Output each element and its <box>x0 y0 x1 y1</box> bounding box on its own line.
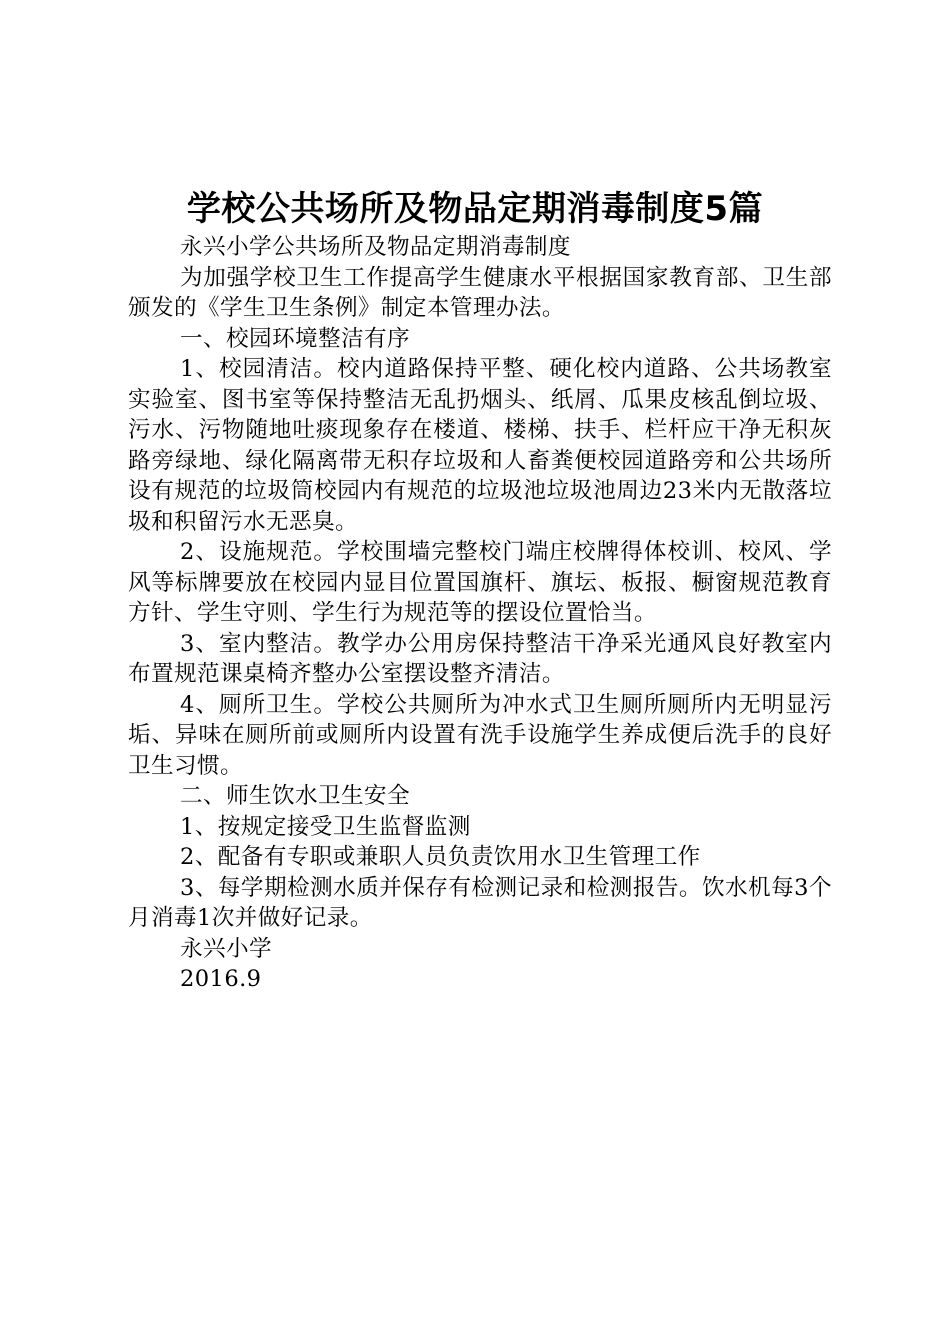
paragraph-indoor-cleanliness: 3、室内整洁。教学办公用房保持整洁干净采光通风良好教室内布置规范课桌椅齐整办公室摆设整齐清洁。 <box>128 630 832 687</box>
document-title: 学校公共场所及物品定期消毒制度5篇 <box>186 189 764 229</box>
paragraph-water-testing: 3、每学期检测水质并保存有检测记录和检测报告。饮水机每3个月消毒1次并做好记录。 <box>128 874 832 931</box>
paragraph-school-heading: 永兴小学公共场所及物品定期消毒制度 <box>180 234 571 260</box>
paragraph-campus-cleaning: 1、校园清洁。校内道路保持平整、硬化校内道路、公共场教室实验室、图书室等保持整洁无乱扔烟头、纸屑、瓜果皮核乱倒垃圾、污水、污物随地吐痰现象存在楼道、楼梯、扶手、栏杆应干净无积灰路旁绿地、绿化隔离带无积存垃圾和人畜粪便校园道路旁和公共场所设有规范的垃圾筒校园内有规范的垃圾池垃圾池周边23米内无散落垃圾和积留污水无恶臭。 <box>128 356 832 535</box>
section-heading-campus: 一、校园环境整洁有序 <box>180 325 410 352</box>
paragraph-water-staff: 2、配备有专职或兼职人员负责饮用水卫生管理工作 <box>180 844 701 870</box>
signature-date: 2016.9 <box>180 966 262 992</box>
signature-school: 永兴小学 <box>180 935 272 962</box>
paragraph-intro: 为加强学校卫生工作提高学生健康水平根据国家教育部、卫生部颁发的《学生卫生条例》制定本管理办法。 <box>128 264 832 321</box>
section-heading-water: 二、师生饮水卫生安全 <box>180 783 410 809</box>
document-body <box>128 232 832 995</box>
paragraph-facility-standards: 2、设施规范。学校围墙完整校门端庄校牌得体校训、校风、学风等标牌要放在校园内显目位置国旗杆、旗坛、板报、橱窗规范教育方针、学生守则、学生行为规范等的摆设位置恰当。 <box>128 539 832 626</box>
paragraph-water-supervision: 1、按规定接受卫生监督监测 <box>180 813 471 840</box>
paragraph-toilet-hygiene: 4、厕所卫生。学校公共厕所为冲水式卫生厕所厕所内无明显污垢、异味在厕所前或厕所内设置有洗手设施学生养成便后洗手的良好卫生习惯。 <box>128 691 832 779</box>
